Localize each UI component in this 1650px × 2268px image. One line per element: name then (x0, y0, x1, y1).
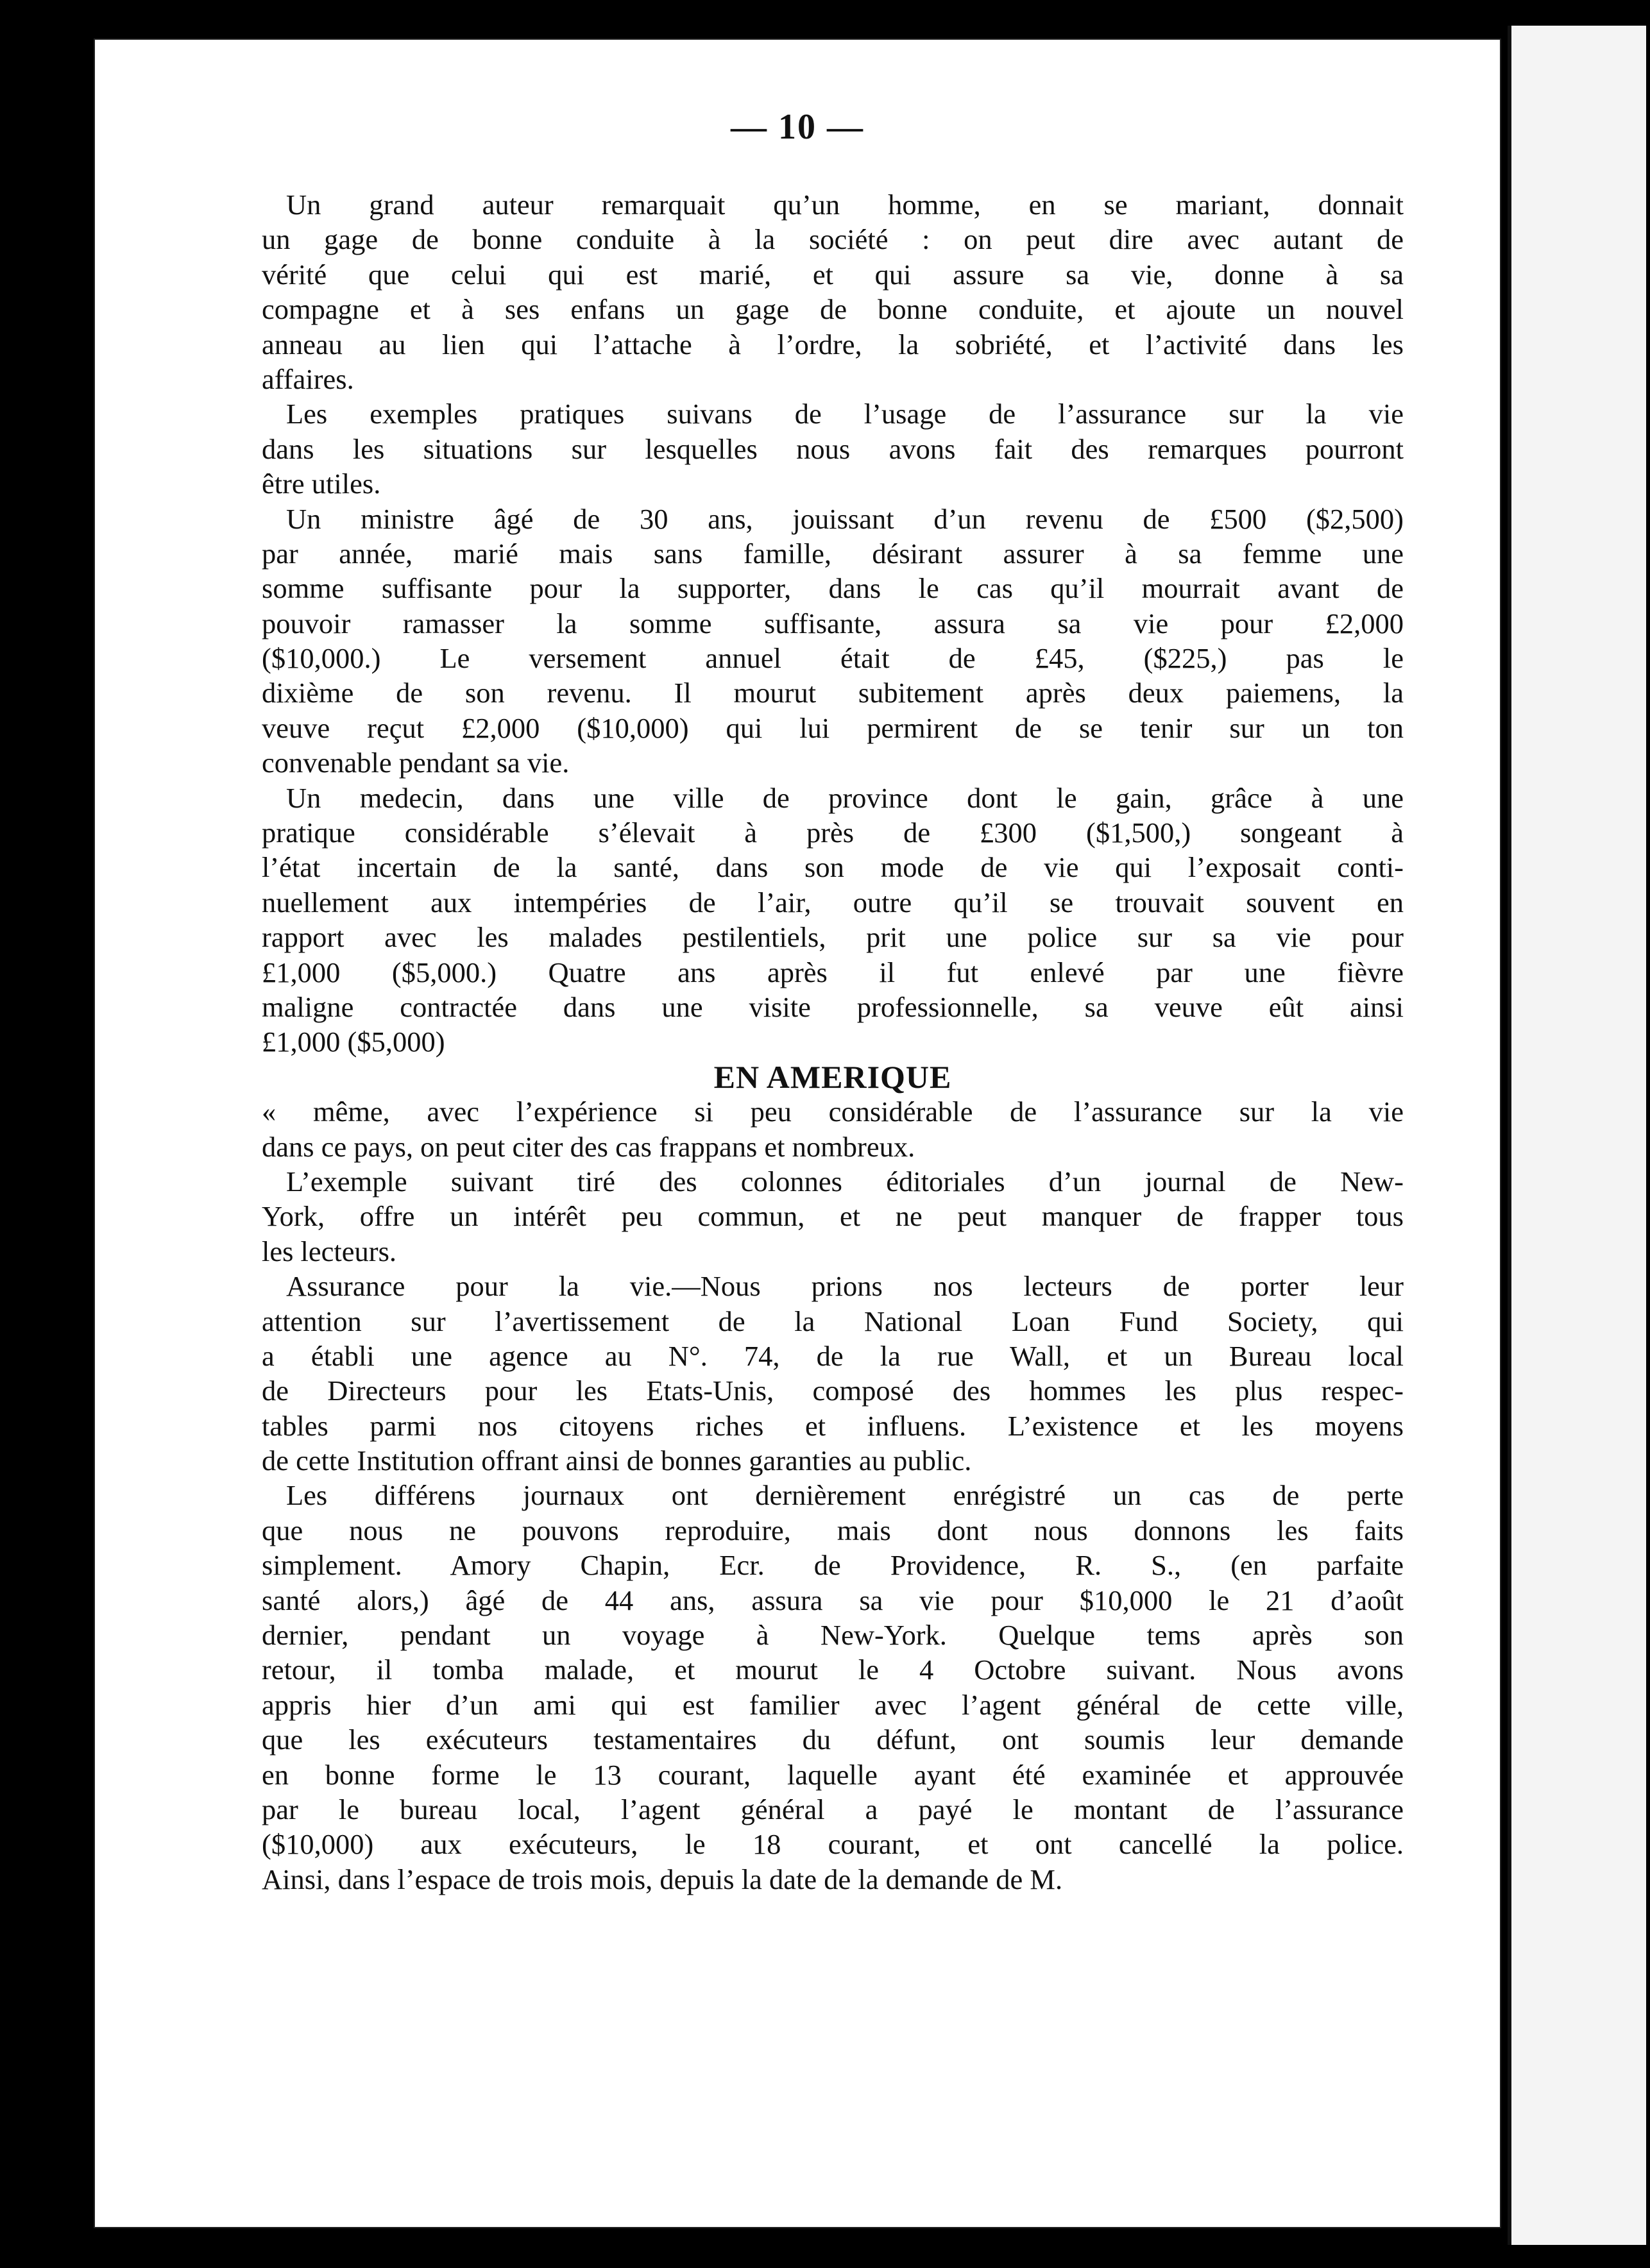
text-line: dixième de son revenu. Il mourut subitement après deux paiemens, la (262, 677, 1404, 709)
text-line: simplement. Amory Chapin, Ecr. de Providence, R. S., (en parfaite (262, 1549, 1404, 1582)
text-line: santé alors,) âgé de 44 ans, assura sa vie pour $10,000 le 21 d’août (262, 1584, 1404, 1616)
text-line: £1,000 ($5,000) (262, 1026, 445, 1058)
text-line: par le bureau local, l’agent général a payé le montant de l’assurance (262, 1793, 1404, 1825)
text-line: « même, avec l’expérience si peu considérable de l’assurance sur la vie (262, 1096, 1404, 1128)
text-line: attention sur l’avertissement de la National Loan Fund Society, qui (262, 1305, 1404, 1337)
text-line: nuellement aux intempéries de l’air, outre qu’il se trouvait souvent en (262, 886, 1404, 918)
text-line: anneau au lien qui l’attache à l’ordre, la sobriété, et l’activité dans les (262, 328, 1404, 360)
section-heading: EN AMERIQUE (713, 1059, 952, 1095)
text-line: pouvoir ramasser la somme suffisante, assura sa vie pour £2,000 (262, 607, 1404, 639)
text-line: être utiles. (262, 468, 381, 500)
text-line: l’état incertain de la santé, dans son mode de vie qui l’exposait conti- (262, 851, 1404, 884)
text-line: les lecteurs. (262, 1235, 397, 1267)
text-line: Les exemples pratiques suivans de l’usage de l’assurance sur la vie (286, 398, 1404, 430)
text-line: tables parmi nos citoyens riches et influens. L’existence et les moyens (262, 1409, 1404, 1442)
text-line: en bonne forme le 13 courant, laquelle ayant été examinée et approuvée (262, 1758, 1404, 1791)
text-line: retour, il tomba malade, et mourut le 4 Octobre suivant. Nous avons (262, 1654, 1404, 1686)
text-line: appris hier d’un ami qui est familier avec l’agent général de cette ville, (262, 1688, 1404, 1721)
text-line: Un grand auteur remarquait qu’un homme, en se mariant, donnait (286, 189, 1404, 221)
text-line: Un ministre âgé de 30 ans, jouissant d’un revenu de £500 ($2,500) (286, 502, 1404, 535)
text-line: L’exemple suivant tiré des colonnes éditoriales d’un journal de New- (286, 1165, 1404, 1197)
text-line: dernier, pendant un voyage à New-York. Quelque tems après son (262, 1619, 1404, 1652)
text-line: que les exécuteurs testamentaires du défunt, ont soumis leur demande (262, 1723, 1404, 1756)
text-line: dans ce pays, on peut citer des cas frappans et nombreux. (262, 1130, 915, 1163)
text-line: a établi une agence au N°. 74, de la rue Wall, et un Bureau local (262, 1339, 1404, 1372)
text-line: de Directeurs pour les Etats-Unis, composé des hommes les plus respec- (262, 1375, 1404, 1407)
document-page (95, 40, 1500, 2227)
text-line: que nous ne pouvons reproduire, mais dont nous donnons les faits (262, 1514, 1404, 1546)
text-line: Les différens journaux ont dernièrement enrégistré un cas de perte (286, 1479, 1404, 1512)
text-line: affaires. (262, 362, 354, 395)
text-line: rapport avec les malades pestilentiels, prit une police sur sa vie pour (262, 921, 1404, 954)
page-number: — 10 — (731, 107, 864, 147)
text-line: veuve reçut £2,000 ($10,000) qui lui permirent de se tenir sur un ton (262, 711, 1404, 744)
text-line: un gage de bonne conduite à la société : on peut dire avec autant de (262, 223, 1404, 256)
text-line: convenable pendant sa vie. (262, 747, 570, 779)
text-line: pratique considérable s’élevait à près de £300 ($1,500,) songeant à (262, 817, 1404, 849)
text-line: par année, marié mais sans famille, désirant assurer à sa femme une (262, 537, 1404, 570)
text-line: York, offre un intérêt peu commun, et ne peut manquer de frapper tous (262, 1200, 1404, 1233)
text-line: ($10,000.) Le versement annuel était de £45, ($225,) pas le (262, 642, 1404, 675)
text-line: Assurance pour la vie.—Nous prions nos lecteurs de porter leur (286, 1270, 1404, 1303)
text-line: de cette Institution offrant ainsi de bonnes garanties au public. (262, 1444, 972, 1477)
text-line: vérité que celui qui est marié, et qui assure sa vie, donne à sa (262, 258, 1404, 291)
text-line: £1,000 ($5,000.) Quatre ans après il fut enlevé par une fièvre (262, 956, 1404, 988)
text-line: ($10,000) aux exécuteurs, le 18 courant, et ont cancellé la police. (262, 1828, 1404, 1861)
text-line: Un medecin, dans une ville de province dont le gain, grâce à une (286, 781, 1404, 814)
text-line: compagne et à ses enfans un gage de bonne conduite, et ajoute un nouvel (262, 293, 1404, 326)
text-line: somme suffisante pour la supporter, dans le cas qu’il mourrait avant de (262, 572, 1404, 605)
text-line: dans les situations sur lesquelles nous avons fait des remarques pourront (262, 432, 1404, 465)
adjacent-page-edge (1508, 26, 1646, 2245)
text-line: maligne contractée dans une visite professionnelle, sa veuve eût ainsi (262, 990, 1404, 1023)
body-text (262, 187, 1404, 1897)
text-line: Ainsi, dans l’espace de trois mois, depuis la date de la demande de M. (262, 1863, 1063, 1895)
